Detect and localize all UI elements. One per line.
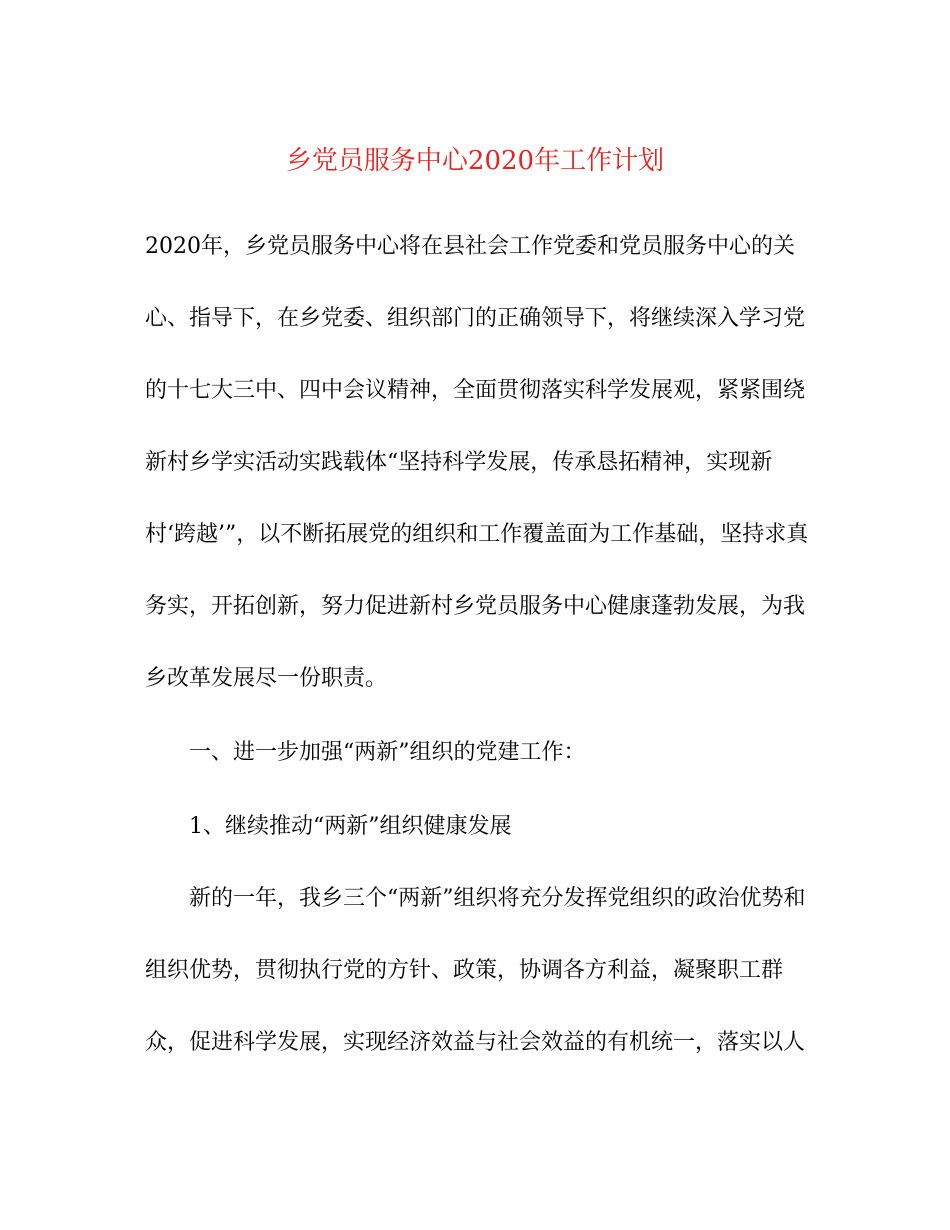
paragraph-line: 新村乡学实活动实践载体“坚持科学发展，传承恳拓精神，实现新 <box>145 450 773 475</box>
subsection-heading: 1、继续推动“两新”组织健康发展 <box>189 814 512 839</box>
document-title: 乡党员服务中心2020年工作计划 <box>285 146 665 176</box>
paragraph-line: 心、指导下，在乡党委、组织部门的正确领导下，将继续深入学习党 <box>145 306 806 331</box>
paragraph-line: 务实，开拓创新，努力促进新村乡党员服务中心健康蓬勃发展，为我 <box>145 594 806 619</box>
paragraph-line: 乡改革发展尽一份职责。 <box>145 666 388 691</box>
paragraph-line: 组织优势，贯彻执行党的方针、政策，协调各方利益，凝聚职工群 <box>145 958 784 983</box>
section-heading: 一、进一步加强“两新”组织的党建工作： <box>189 740 586 765</box>
paragraph-line: 新的一年，我乡三个“两新”组织将充分发挥党组织的政治优势和 <box>189 886 806 911</box>
paragraph-line: 众，促进科学发展，实现经济效益与社会效益的有机统一，落实以人 <box>145 1030 806 1055</box>
paragraph-line: 2020年，乡党员服务中心将在县社会工作党委和党员服务中心的关 <box>145 234 795 259</box>
paragraph-line: 村‘跨越’”，以不断拓展党的组织和工作覆盖面为工作基础，坚持求真 <box>145 522 809 547</box>
paragraph-line: 的十七大三中、四中会议精神，全面贯彻落实科学发展观，紧紧围绕 <box>145 378 806 403</box>
